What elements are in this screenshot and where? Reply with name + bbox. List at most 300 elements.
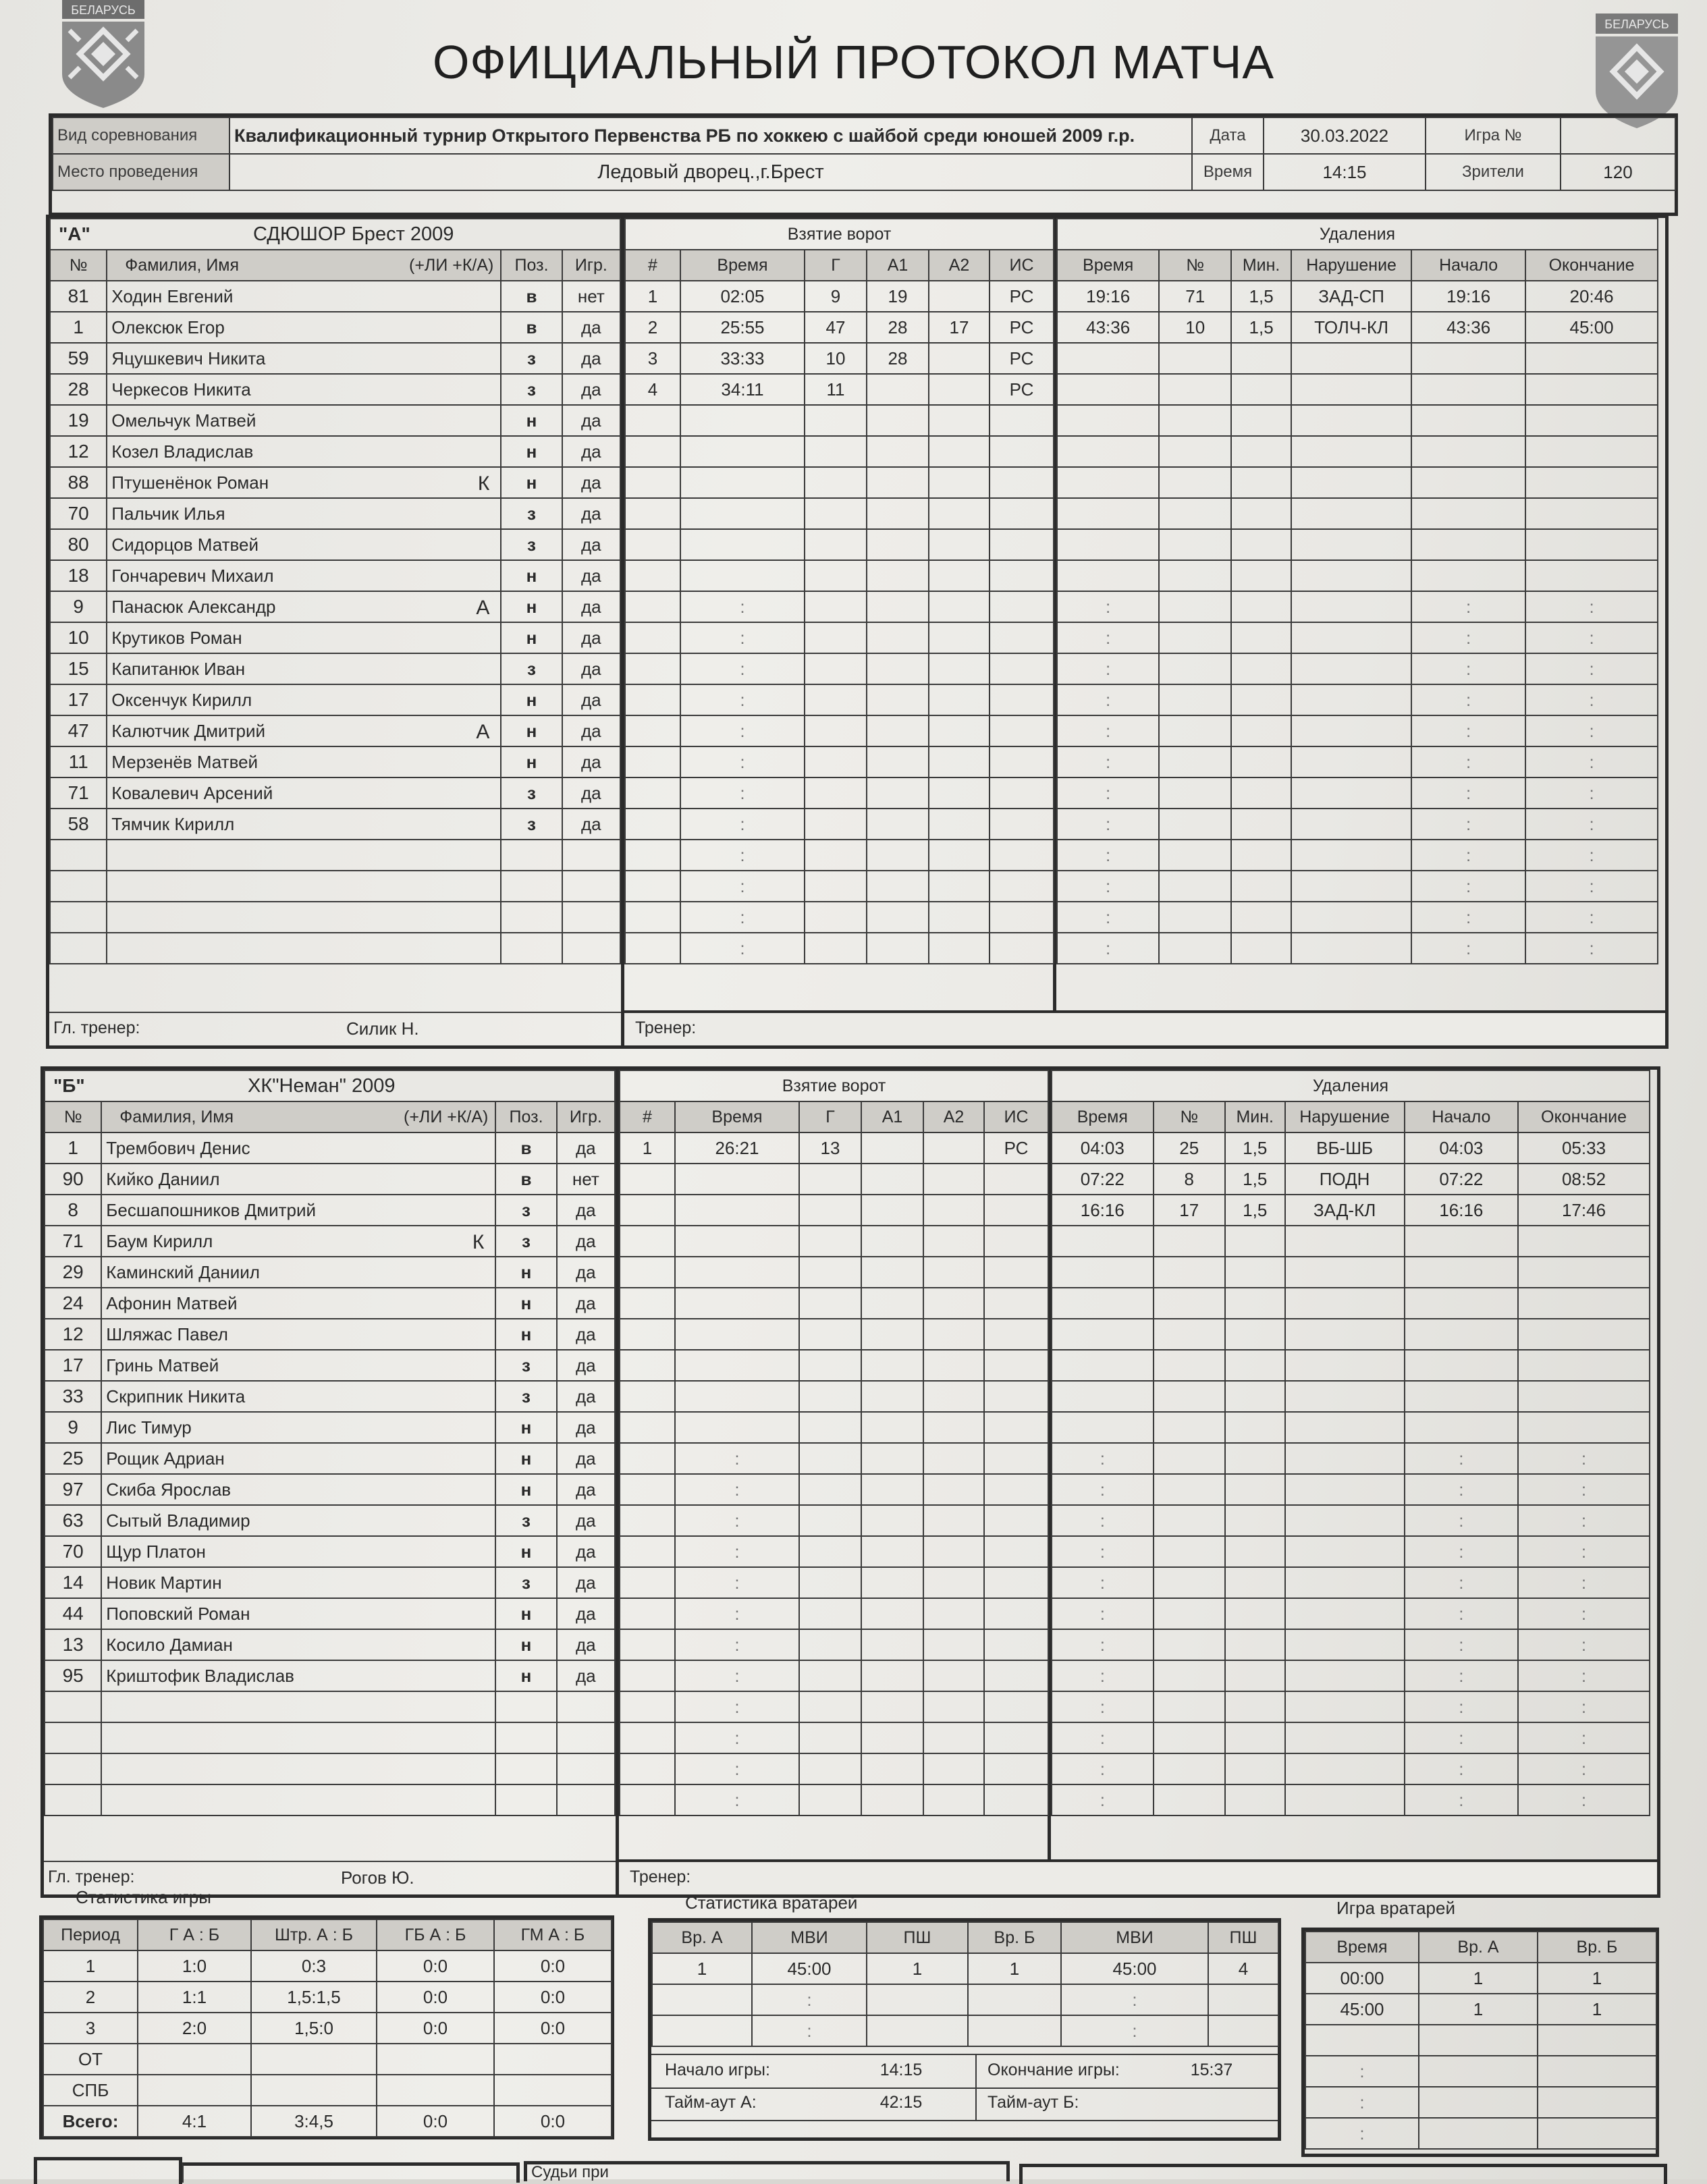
player-name-cell: [101, 1474, 495, 1505]
pen-number: [1154, 1474, 1225, 1505]
game-stats-row: [43, 2075, 612, 2106]
player-row: [50, 777, 620, 809]
player-name-cell: [101, 1319, 495, 1350]
coach-label: Тренер:: [630, 1867, 691, 1886]
player-name-cell: [107, 529, 501, 560]
pen-minutes: [1225, 1381, 1285, 1412]
player-number: [50, 871, 107, 902]
player-name: Шляжас Павел: [106, 1323, 228, 1344]
goal-col-scorer: Г: [799, 1101, 861, 1132]
goal-assist2: [929, 529, 990, 560]
pen-minutes: [1225, 1288, 1285, 1319]
penalty-row: [1057, 467, 1658, 498]
gk-play-empty-row: [1305, 2087, 1656, 2118]
penalty-row: [1057, 374, 1658, 405]
penalty-row: [1057, 715, 1658, 746]
pen-end: [1525, 529, 1658, 560]
pen-time: :: [1052, 1784, 1154, 1816]
goal-row: [620, 1660, 1048, 1691]
gk-stats-empty: [652, 1984, 752, 2015]
pen-start: :: [1411, 622, 1525, 653]
pen-time: :: [1057, 809, 1159, 840]
goal-situation: [984, 1753, 1048, 1784]
player-name-cell: [101, 1257, 495, 1288]
goal-row: [620, 1350, 1048, 1381]
player-row: [45, 1629, 615, 1660]
player-position: н: [501, 405, 562, 436]
pen-time: :: [1057, 902, 1159, 933]
player-number: 17: [45, 1350, 101, 1381]
pen-minutes: [1225, 1443, 1285, 1474]
player-name: Щур Платон: [106, 1541, 206, 1562]
player-position: н: [495, 1443, 556, 1474]
pen-violation: [1285, 1443, 1405, 1474]
goal-index: [620, 1226, 675, 1257]
goal-col-scorer: Г: [805, 250, 867, 281]
pen-minutes: [1231, 777, 1291, 809]
pen-number: [1159, 840, 1231, 871]
player-position: [495, 1722, 556, 1753]
pen-end: 45:00: [1525, 312, 1658, 343]
goal-situation: [990, 405, 1054, 436]
player-row: [45, 1412, 615, 1443]
goals-block: [619, 1070, 1051, 1894]
player-row: [50, 840, 620, 871]
pen-col-end: Окончание: [1525, 250, 1658, 281]
gk-stats-header: Вр. А: [652, 1922, 752, 1953]
player-name-cell: [101, 1505, 495, 1536]
pen-violation: [1291, 622, 1411, 653]
player-position: н: [495, 1660, 556, 1691]
pen-end: [1525, 405, 1658, 436]
game-stats-header: Г А : Б: [138, 1919, 251, 1950]
gk-stats-value: 1: [652, 1953, 752, 1984]
pen-minutes: 1,5: [1225, 1195, 1285, 1226]
goal-scorer: [799, 1536, 861, 1567]
pen-start: :: [1405, 1505, 1518, 1536]
goal-assist2: [923, 1195, 984, 1226]
gk-stats-header: ПШ: [1208, 1922, 1278, 1953]
player-row: [50, 529, 620, 560]
goal-time: [675, 1319, 799, 1350]
player-name-cell: [101, 1660, 495, 1691]
goal-col-time: Время: [680, 250, 805, 281]
pen-end: :: [1518, 1784, 1650, 1816]
pen-violation: [1285, 1412, 1405, 1443]
goal-assist1: [867, 777, 929, 809]
goal-situation: [990, 622, 1054, 653]
goal-situation: [990, 840, 1054, 871]
footer-box-1: [34, 2157, 182, 2184]
player-number: 12: [50, 436, 107, 467]
pen-number: [1154, 1536, 1225, 1567]
goal-index: 3: [625, 343, 680, 374]
player-name-cell: [107, 405, 501, 436]
pen-start: [1411, 343, 1525, 374]
player-name: Скиба Ярослав: [106, 1479, 232, 1500]
gk-play-value: 00:00: [1305, 1963, 1419, 1994]
goal-situation: [990, 467, 1054, 498]
goal-time: :: [680, 715, 805, 746]
period-value: 0:3: [251, 1950, 377, 1982]
goal-assist1: 19: [867, 281, 929, 312]
player-name-cell: [107, 809, 501, 840]
goal-row: [625, 436, 1054, 467]
penalty-row: [1052, 1660, 1650, 1691]
player-number: 70: [45, 1536, 101, 1567]
date-value: 30.03.2022: [1264, 117, 1426, 154]
pen-time: [1057, 498, 1159, 529]
pen-start: :: [1405, 1474, 1518, 1505]
head-coach-label: Гл. тренер:: [53, 1018, 140, 1037]
player-played: [562, 871, 620, 902]
goal-time: [680, 467, 805, 498]
gk-stats-empty: [1208, 2015, 1278, 2046]
penalty-row: [1052, 1567, 1650, 1598]
goal-situation: [984, 1443, 1048, 1474]
player-name: Черкесов Никита: [111, 379, 251, 400]
goal-assist1: [861, 1381, 923, 1412]
player-row: [50, 809, 620, 840]
pen-minutes: [1231, 933, 1291, 964]
goal-scorer: 47: [805, 312, 867, 343]
pen-time: 19:16: [1057, 281, 1159, 312]
goal-assist2: [923, 1567, 984, 1598]
gk-play-row: [1305, 1994, 1656, 2025]
gk-stats-empty: :: [752, 1984, 867, 2015]
head-coach-label: Гл. тренер:: [48, 1867, 135, 1886]
goal-time: :: [675, 1629, 799, 1660]
goal-index: [620, 1629, 675, 1660]
goal-row: [620, 1536, 1048, 1567]
pen-start: [1405, 1412, 1518, 1443]
goal-row: [625, 777, 1054, 809]
pen-start: [1411, 405, 1525, 436]
pen-number: [1154, 1784, 1225, 1816]
goal-scorer: 10: [805, 343, 867, 374]
player-number: 59: [50, 343, 107, 374]
player-number: 10: [50, 622, 107, 653]
goal-time: 02:05: [680, 281, 805, 312]
goal-scorer: [805, 560, 867, 591]
goal-assist2: [929, 840, 990, 871]
goal-row: [620, 1319, 1048, 1350]
period-value: [138, 2075, 251, 2106]
goal-index: [620, 1164, 675, 1195]
game-start-label: Начало игры:: [665, 2060, 770, 2079]
player-number: [45, 1691, 101, 1722]
player-position: [495, 1753, 556, 1784]
goal-time: [675, 1350, 799, 1381]
period-value: 1:0: [138, 1950, 251, 1982]
gk-stats-value: 1: [968, 1953, 1061, 1984]
goal-scorer: [799, 1381, 861, 1412]
pen-violation: [1291, 405, 1411, 436]
pen-col-number: №: [1154, 1101, 1225, 1132]
pen-time: [1057, 436, 1159, 467]
total-value: 4:1: [138, 2106, 251, 2137]
player-name-cell: [107, 840, 501, 871]
player-number: 90: [45, 1164, 101, 1195]
goal-situation: [984, 1164, 1048, 1195]
gk-stats-empty: :: [752, 2015, 867, 2046]
player-number: 80: [50, 529, 107, 560]
gk-play-empty: :: [1305, 2056, 1419, 2087]
penalty-row: [1052, 1226, 1650, 1257]
goal-time: 34:11: [680, 374, 805, 405]
penalty-row: [1057, 840, 1658, 871]
player-row: [45, 1722, 615, 1753]
pen-number: [1159, 436, 1231, 467]
goal-scorer: [799, 1412, 861, 1443]
player-played: [557, 1784, 615, 1816]
penalty-row: [1052, 1132, 1650, 1164]
goal-situation: [984, 1412, 1048, 1443]
pen-minutes: [1231, 715, 1291, 746]
pen-minutes: 1,5: [1225, 1164, 1285, 1195]
col-name-label: Фамилия, Имя: [125, 255, 240, 275]
player-name: Пальчик Илья: [111, 503, 225, 524]
pen-number: [1159, 902, 1231, 933]
pen-end: :: [1518, 1505, 1650, 1536]
gk-play-value: 45:00: [1305, 1994, 1419, 2025]
pen-number: [1154, 1598, 1225, 1629]
pen-minutes: [1231, 405, 1291, 436]
player-position: н: [495, 1257, 556, 1288]
logo-text-left: БЕЛАРУСЬ: [71, 3, 136, 17]
goals-title: Взятие ворот: [620, 1070, 1048, 1101]
pen-time: 43:36: [1057, 312, 1159, 343]
player-name-cell: [101, 1443, 495, 1474]
gk-stats-empty: [652, 2015, 752, 2046]
player-name: Яцушкевич Никита: [111, 348, 266, 368]
goal-situation: [984, 1536, 1048, 1567]
pen-col-minutes: Мин.: [1225, 1101, 1285, 1132]
goals-title: Взятие ворот: [625, 219, 1054, 250]
player-name-cell: [101, 1195, 495, 1226]
pen-violation: [1291, 902, 1411, 933]
total-value: 0:0: [377, 2106, 494, 2137]
pen-minutes: [1231, 809, 1291, 840]
penalty-row: [1052, 1350, 1650, 1381]
col-name: [101, 1101, 495, 1132]
player-name-cell: [101, 1567, 495, 1598]
pen-start: :: [1411, 840, 1525, 871]
player-name: Мерзенёв Матвей: [111, 751, 259, 772]
pen-minutes: [1231, 653, 1291, 684]
date-label: Дата: [1192, 117, 1264, 154]
pen-minutes: [1231, 622, 1291, 653]
penalty-row: [1052, 1598, 1650, 1629]
pen-start: :: [1405, 1443, 1518, 1474]
goal-scorer: [805, 498, 867, 529]
player-position: н: [495, 1629, 556, 1660]
pen-minutes: [1225, 1350, 1285, 1381]
pen-time: :: [1052, 1598, 1154, 1629]
goal-index: [625, 715, 680, 746]
pen-end: :: [1525, 777, 1658, 809]
goal-assist2: [923, 1629, 984, 1660]
team-code: "А": [59, 223, 90, 244]
goal-index: [625, 777, 680, 809]
player-number: 28: [50, 374, 107, 405]
goal-row: [625, 281, 1054, 312]
goal-assist2: [923, 1536, 984, 1567]
player-played: да: [562, 591, 620, 622]
goal-row: [620, 1567, 1048, 1598]
player-played: нет: [562, 281, 620, 312]
pen-start: [1405, 1288, 1518, 1319]
player-name-cell: [107, 715, 501, 746]
col-name-label: Фамилия, Имя: [119, 1107, 234, 1126]
pen-violation: [1285, 1474, 1405, 1505]
period-value: 0:0: [377, 1982, 494, 2013]
pen-start: :: [1405, 1629, 1518, 1660]
penalty-row: [1057, 902, 1658, 933]
player-number: 70: [50, 498, 107, 529]
goal-index: 1: [625, 281, 680, 312]
player-number: 71: [45, 1226, 101, 1257]
goal-index: [625, 498, 680, 529]
goal-index: [620, 1784, 675, 1816]
player-name-cell: [107, 653, 501, 684]
pen-time: :: [1052, 1753, 1154, 1784]
goal-col-situation: ИС: [990, 250, 1054, 281]
goal-time: :: [675, 1567, 799, 1598]
game-end-label: Окончание игры:: [987, 2060, 1120, 2079]
pen-time: :: [1052, 1567, 1154, 1598]
goal-scorer: [799, 1722, 861, 1753]
pen-number: [1154, 1753, 1225, 1784]
pen-end: :: [1525, 684, 1658, 715]
goal-assist1: [867, 809, 929, 840]
goal-scorer: [799, 1443, 861, 1474]
goal-row: [620, 1784, 1048, 1816]
player-number: 17: [50, 684, 107, 715]
pen-end: [1518, 1381, 1650, 1412]
goal-assist1: [867, 902, 929, 933]
pen-start: :: [1405, 1660, 1518, 1691]
gk-play-title: Игра вратарей: [1336, 1898, 1455, 1918]
goal-index: 2: [625, 312, 680, 343]
player-row: [45, 1567, 615, 1598]
goal-time: 26:21: [675, 1132, 799, 1164]
player-row: [50, 902, 620, 933]
player-name: Каминский Даниил: [106, 1261, 260, 1282]
game-stats-row: [43, 1982, 612, 2013]
player-name: Сидорцов Матвей: [111, 534, 259, 555]
player-name-cell: [107, 871, 501, 902]
pen-time: 07:22: [1052, 1164, 1154, 1195]
pen-violation: [1291, 467, 1411, 498]
player-played: да: [562, 343, 620, 374]
player-row: [50, 560, 620, 591]
pen-end: [1518, 1350, 1650, 1381]
pen-start: :: [1411, 809, 1525, 840]
pen-col-time: Время: [1057, 250, 1159, 281]
pen-time: :: [1052, 1629, 1154, 1660]
player-name: Скрипник Никита: [106, 1386, 246, 1407]
player-played: да: [557, 1288, 615, 1319]
penalty-row: [1057, 405, 1658, 436]
venue-label: Место проведения: [53, 154, 229, 190]
player-name-cell: [107, 436, 501, 467]
pen-end: [1525, 467, 1658, 498]
pen-violation: ЗАД-СП: [1291, 281, 1411, 312]
penalties-block: [1056, 218, 1658, 1045]
pen-violation: [1285, 1536, 1405, 1567]
pen-end: :: [1518, 1567, 1650, 1598]
goal-assist2: [929, 684, 990, 715]
player-name-cell: [101, 1536, 495, 1567]
penalty-row: [1052, 1164, 1650, 1195]
pen-time: [1052, 1412, 1154, 1443]
player-number: 24: [45, 1288, 101, 1319]
player-name-cell: [107, 902, 501, 933]
goal-index: 4: [625, 374, 680, 405]
pen-end: [1518, 1226, 1650, 1257]
goal-scorer: [799, 1319, 861, 1350]
pen-violation: [1291, 809, 1411, 840]
player-number: [45, 1722, 101, 1753]
gk-play-empty: [1538, 2087, 1656, 2118]
game-number-value: [1561, 117, 1675, 154]
pen-end: :: [1525, 902, 1658, 933]
pen-end: :: [1518, 1722, 1650, 1753]
goal-situation: [984, 1257, 1048, 1288]
goal-time: :: [680, 746, 805, 777]
pen-end: :: [1518, 1536, 1650, 1567]
player-row: [50, 746, 620, 777]
penalty-row: [1052, 1443, 1650, 1474]
player-name-cell: [107, 374, 501, 405]
player-name: Тямчик Кирилл: [111, 813, 235, 834]
col-number: №: [50, 250, 107, 281]
pen-time: [1057, 560, 1159, 591]
head-coach-row: [49, 1012, 621, 1045]
pen-start: :: [1405, 1753, 1518, 1784]
pen-number: [1154, 1288, 1225, 1319]
goal-index: [625, 746, 680, 777]
pen-minutes: [1225, 1319, 1285, 1350]
goal-scorer: [799, 1164, 861, 1195]
goal-situation: [990, 715, 1054, 746]
goal-assist1: [867, 498, 929, 529]
roster-block: [49, 218, 624, 1045]
period-label: СПБ: [43, 2075, 138, 2106]
goal-assist2: [923, 1443, 984, 1474]
pen-end: :: [1518, 1474, 1650, 1505]
goal-scorer: [799, 1257, 861, 1288]
team-a-section: [46, 215, 1669, 1049]
player-name-cell: [101, 1350, 495, 1381]
pen-start: 19:16: [1411, 281, 1525, 312]
pen-time: :: [1057, 715, 1159, 746]
gk-play-empty-row: [1305, 2025, 1656, 2056]
pen-minutes: [1231, 902, 1291, 933]
judges-label: Судьи при: [531, 2163, 609, 2181]
head-coach-name: Силик Н.: [346, 1018, 419, 1039]
penalty-row: [1057, 560, 1658, 591]
player-number: 71: [50, 777, 107, 809]
goal-col-assist2: А2: [929, 250, 990, 281]
gk-stats-value: 45:00: [1061, 1953, 1208, 1984]
player-played: да: [562, 715, 620, 746]
player-name: Сытый Владимир: [106, 1510, 250, 1531]
goal-scorer: [805, 436, 867, 467]
goal-assist1: [867, 653, 929, 684]
goal-assist1: [867, 840, 929, 871]
